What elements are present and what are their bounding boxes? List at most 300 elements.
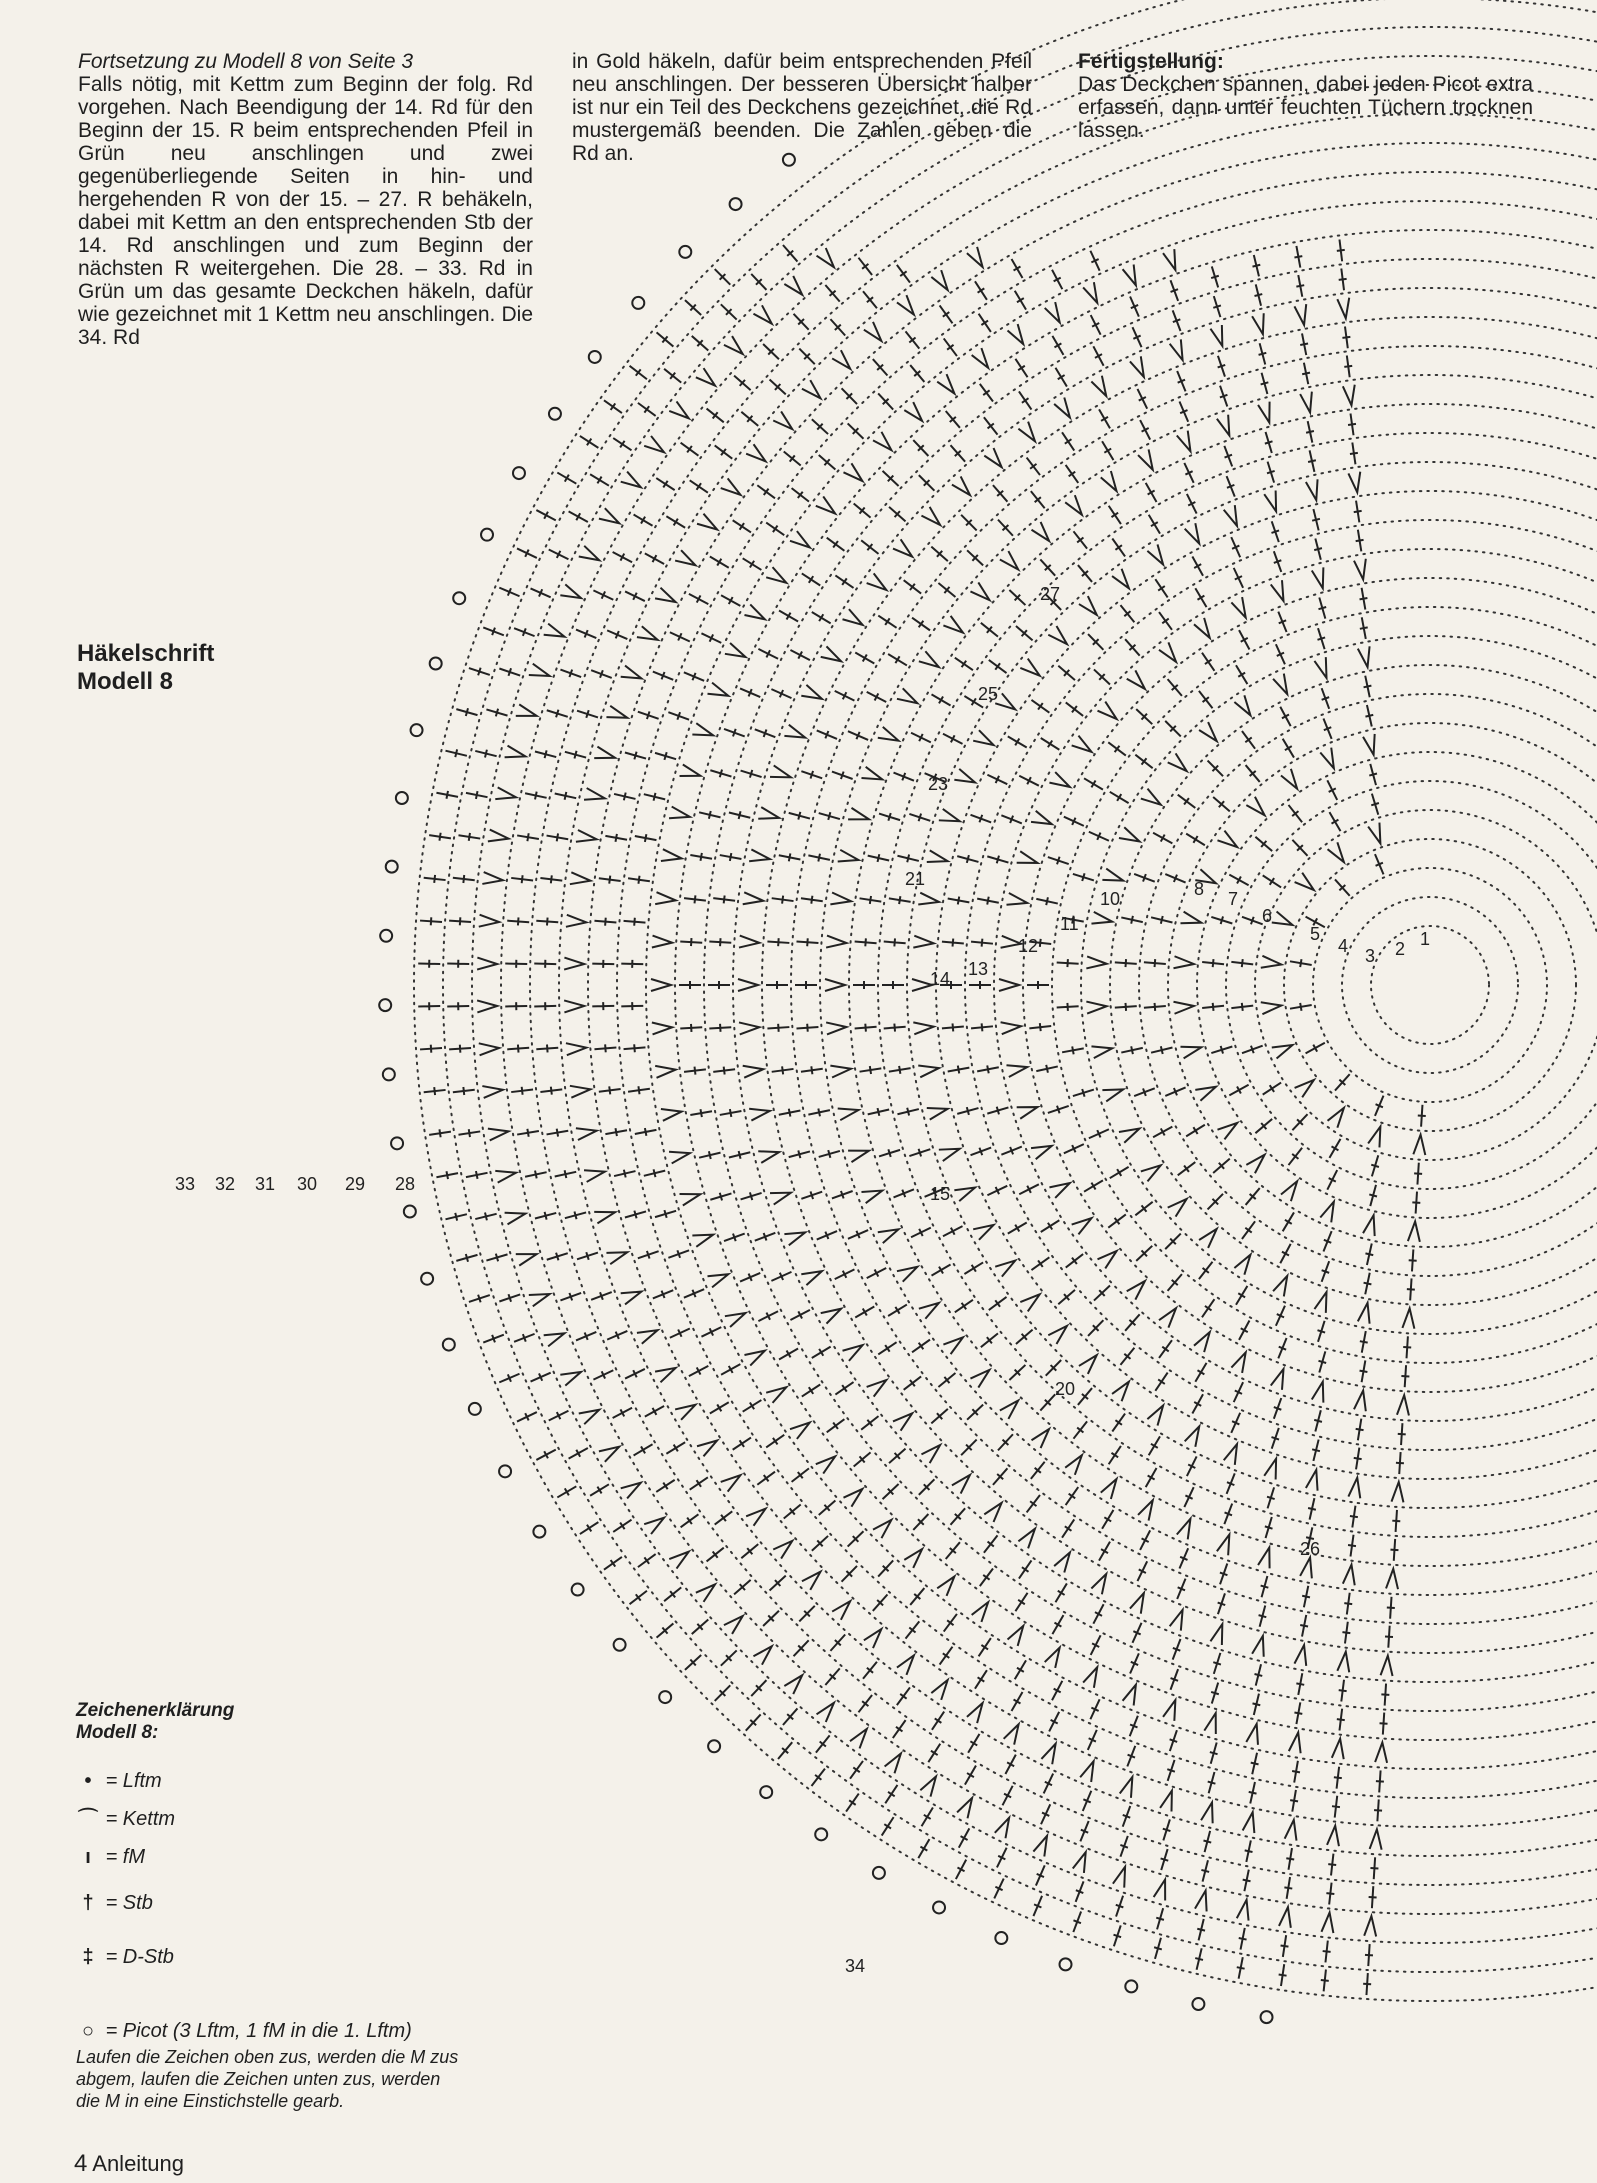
- stitch-mark: [525, 792, 547, 800]
- stitch-mark: [965, 1766, 976, 1785]
- stitch-mark: [1211, 916, 1232, 924]
- stitch-mark: [1227, 1473, 1235, 1493]
- stitch-mark: [1099, 1542, 1110, 1561]
- stitch-mark: [1261, 956, 1282, 968]
- stitch-mark: [850, 1761, 863, 1779]
- stitch-mark: [1168, 1274, 1182, 1291]
- stitch-mark: [418, 960, 440, 968]
- stitch-mark: [1083, 1791, 1092, 1811]
- stitch-mark: [1236, 1286, 1247, 1305]
- stitch-mark: [1263, 1083, 1281, 1095]
- stitch-mark: [634, 515, 653, 526]
- stitch-mark: [1261, 1576, 1269, 1597]
- stitch-mark: [1073, 1421, 1087, 1438]
- round-label-3: 3: [1365, 946, 1376, 966]
- stitch-mark: [710, 1402, 729, 1413]
- round-label-20: 20: [1055, 1379, 1076, 1399]
- stitch-mark: [1296, 275, 1304, 297]
- stitch-mark: [1290, 1790, 1298, 1812]
- stitch-mark: [867, 692, 887, 702]
- stitch-mark: [919, 1479, 935, 1495]
- stitch-mark: [1138, 1500, 1153, 1520]
- stitch-mark: [885, 1785, 897, 1803]
- legend-title-line2: Modell 8:: [76, 1722, 159, 1743]
- stitch-mark: [1231, 1003, 1253, 1011]
- stitch-mark: [946, 1542, 960, 1559]
- stitch-mark: [1321, 1913, 1333, 1934]
- stitch-mark: [1020, 1294, 1039, 1311]
- stitch-mark: [1088, 1320, 1103, 1336]
- round-label-8: 8: [1194, 879, 1205, 899]
- picot-loop: [815, 1828, 827, 1840]
- stitch-mark: [599, 1447, 619, 1462]
- stitch-mark: [511, 1087, 533, 1095]
- stitch-mark: [1312, 1382, 1324, 1403]
- stitch-mark: [1019, 1560, 1032, 1578]
- stitch-mark: [1390, 1539, 1398, 1561]
- stitch-mark: [757, 1472, 775, 1485]
- stitch-mark: [1195, 1948, 1203, 1969]
- stitch-mark: [540, 1087, 562, 1095]
- stitch-mark: [666, 516, 685, 528]
- stitch-mark: [1089, 832, 1109, 841]
- stitch-mark: [1195, 1087, 1216, 1101]
- stitch-mark: [1364, 676, 1372, 698]
- picot-loop: [453, 592, 465, 604]
- stitch-mark: [897, 854, 918, 862]
- stitch-mark: [644, 436, 664, 452]
- stitch-mark: [1202, 959, 1224, 967]
- stitch-mark: [749, 1109, 770, 1121]
- stitch-mark: [1272, 1045, 1293, 1058]
- stitch-mark: [801, 896, 823, 904]
- stitch-mark: [1402, 1308, 1414, 1328]
- stitch-mark: [1062, 1519, 1074, 1537]
- stitch-mark: [1392, 1510, 1400, 1532]
- stitch-mark: [997, 1848, 1007, 1868]
- stitch-mark: [1186, 834, 1205, 846]
- picot-loop: [513, 467, 525, 479]
- round-label-7: 7: [1228, 889, 1239, 909]
- stitch-mark: [984, 417, 998, 434]
- stitch-mark: [1088, 1730, 1097, 1750]
- stitch-mark: [1120, 1348, 1134, 1365]
- stitch-mark: [1040, 559, 1055, 575]
- stitch-mark: [969, 981, 991, 989]
- stitch-mark: [1185, 523, 1200, 544]
- stitch-mark: [477, 1000, 497, 1012]
- stitch-mark: [749, 849, 770, 861]
- stitch-mark: [652, 1022, 672, 1034]
- stitch-mark: [755, 729, 776, 737]
- stitch-mark: [630, 366, 647, 379]
- stitch-mark: [1130, 296, 1139, 316]
- stitch-mark: [918, 1839, 929, 1858]
- stitch-mark: [1076, 1881, 1084, 1902]
- stitch-mark: [868, 854, 889, 862]
- stitch-mark: [1057, 1003, 1079, 1011]
- stitch-mark: [1184, 463, 1193, 483]
- stitch-mark: [1062, 1046, 1084, 1054]
- stitch-mark: [1375, 1743, 1387, 1763]
- stitch-mark: [1138, 449, 1153, 469]
- stitch-mark: [971, 815, 992, 823]
- stitch-mark: [1265, 432, 1273, 453]
- stitch-mark: [855, 652, 874, 663]
- stitch-mark: [911, 733, 931, 743]
- round-label-23: 23: [928, 774, 949, 794]
- stitch-mark: [1208, 761, 1223, 777]
- stitch-mark: [1015, 291, 1026, 310]
- stitch-mark: [1146, 1468, 1157, 1487]
- stitch-mark: [701, 1327, 721, 1337]
- round-ring: [617, 172, 1597, 1798]
- stitch-mark: [1089, 1129, 1109, 1138]
- stitch-mark: [1027, 458, 1040, 475]
- stitch-mark: [1271, 1369, 1284, 1390]
- stitch-mark: [684, 895, 706, 903]
- stitch-mark: [692, 1235, 713, 1247]
- stitch-mark: [757, 485, 775, 498]
- stitch-mark: [1294, 1702, 1302, 1724]
- stitch-mark: [1036, 1065, 1057, 1073]
- stitch-mark: [1276, 1306, 1285, 1326]
- stitch-mark: [517, 1412, 537, 1421]
- stitch-mark: [832, 772, 853, 780]
- stitch-mark: [1239, 1321, 1249, 1340]
- stitch-mark: [861, 1416, 878, 1430]
- stitch-mark: [1094, 1286, 1110, 1301]
- stitch-mark: [1322, 688, 1330, 709]
- stitch-mark: [692, 723, 713, 735]
- stitch-mark: [729, 811, 750, 819]
- stitch-mark: [816, 496, 835, 513]
- stitch-mark: [848, 808, 869, 820]
- stitch-mark: [557, 1486, 576, 1497]
- stitch-mark: [475, 1213, 496, 1221]
- stitch-mark: [784, 725, 805, 738]
- stitch-mark: [977, 1065, 999, 1073]
- stitch-mark: [909, 1149, 930, 1157]
- stitch-mark: [999, 979, 1019, 991]
- stitch-mark: [1368, 1127, 1380, 1148]
- stitch-mark: [1318, 598, 1326, 619]
- stitch-mark: [621, 1292, 642, 1305]
- stitch-mark: [580, 436, 598, 448]
- stitch-mark: [1365, 1944, 1373, 1966]
- stitch-mark: [680, 1024, 702, 1032]
- stitch-mark: [657, 1623, 674, 1637]
- stitch-mark: [1130, 1653, 1139, 1673]
- round-label-2: 2: [1395, 939, 1406, 959]
- stitch-mark: [1045, 1648, 1060, 1668]
- stitch-mark: [1363, 734, 1375, 755]
- stitch-mark: [1099, 409, 1110, 428]
- stitch-mark: [680, 938, 702, 946]
- stitch-mark: [921, 1445, 940, 1463]
- round-ring: [1110, 665, 1597, 1305]
- stitch-mark: [549, 550, 569, 560]
- stitch-mark: [1339, 268, 1347, 290]
- picot-loop: [679, 246, 691, 258]
- stitch-mark: [740, 1273, 760, 1282]
- stitch-mark: [534, 960, 556, 968]
- stitch-mark: [1088, 634, 1103, 650]
- stitch-mark: [670, 1328, 690, 1337]
- stitch-mark: [883, 471, 899, 486]
- stitch-mark: [1242, 731, 1255, 749]
- stitch-mark: [1031, 522, 1049, 541]
- stitch-mark: [605, 834, 627, 842]
- picot-loop: [632, 297, 644, 309]
- round-label-15: 15: [930, 1184, 951, 1204]
- legend-row-fm: [76, 1846, 145, 1868]
- stitch-mark: [1093, 346, 1103, 365]
- stitch-mark: [1170, 339, 1183, 360]
- stitch-mark: [1204, 1713, 1216, 1734]
- stitch-mark: [1098, 1251, 1117, 1269]
- stitch-mark: [1177, 1579, 1185, 1599]
- stitch-mark: [1009, 1365, 1025, 1380]
- stitch-mark: [801, 1271, 822, 1285]
- stitch-mark: [1354, 501, 1362, 523]
- stitch-mark: [669, 1552, 689, 1569]
- stitch-mark: [825, 285, 839, 302]
- stitch-mark: [957, 1798, 972, 1818]
- stitch-mark: [897, 1687, 910, 1705]
- stitch-mark: [1091, 1046, 1112, 1058]
- stitch-mark: [751, 1680, 766, 1696]
- stitch-mark: [1127, 1746, 1135, 1767]
- stitch-mark: [1224, 1444, 1237, 1465]
- stitch-mark: [599, 876, 621, 884]
- stitch-mark: [1342, 326, 1350, 348]
- stitch-mark: [1147, 544, 1163, 564]
- stitch-mark: [690, 1109, 712, 1117]
- stitch-mark: [488, 830, 509, 842]
- stitch-mark: [507, 917, 529, 925]
- stitch-mark: [721, 1650, 737, 1665]
- stitch-mark: [604, 1557, 622, 1570]
- stitch-mark: [1199, 691, 1213, 708]
- stitch-mark: [1079, 1355, 1097, 1374]
- stitch-mark: [918, 1065, 939, 1077]
- stitch-mark: [739, 1022, 759, 1034]
- legend-picot: = Picot (3 Lftm, 1 fM in die 1. Lftm): [105, 2020, 412, 2042]
- stitch-mark: [1344, 1593, 1352, 1615]
- picot-loop: [383, 1068, 395, 1080]
- picot-loop: [481, 529, 493, 541]
- stitch-mark: [1123, 1685, 1136, 1706]
- stitch-mark: [664, 369, 681, 383]
- stitch-mark: [1052, 270, 1062, 289]
- stitch-mark: [790, 1310, 809, 1320]
- stitch-mark: [889, 1066, 911, 1074]
- round-label-5: 5: [1310, 924, 1321, 944]
- stitch-mark: [848, 731, 868, 740]
- stitch-mark: [1108, 742, 1126, 755]
- stitch-mark: [1170, 1610, 1183, 1631]
- stitch-mark: [535, 1212, 556, 1220]
- stitch-mark: [557, 473, 576, 484]
- stitch-mark: [569, 511, 588, 522]
- stitch-mark: [449, 917, 471, 925]
- stitch-mark: [1031, 700, 1049, 713]
- stitch-mark: [1369, 1185, 1377, 1206]
- stitch-mark: [1031, 1429, 1049, 1448]
- stitch-mark: [971, 1148, 992, 1156]
- stitch-mark: [669, 1152, 690, 1164]
- stitch-mark: [570, 872, 591, 884]
- stitch-mark: [1177, 1519, 1191, 1540]
- stitch-mark: [1261, 1002, 1282, 1014]
- stitch-mark: [1387, 1597, 1395, 1619]
- stitch-mark: [827, 1419, 845, 1432]
- picot-loop: [995, 1932, 1007, 1944]
- stitch-mark: [505, 960, 527, 968]
- stitch-mark: [987, 1107, 1008, 1115]
- stitch-mark: [1109, 506, 1121, 524]
- stitch-mark: [1008, 1626, 1024, 1646]
- stitch-mark: [593, 590, 613, 599]
- stitch-mark: [802, 380, 821, 398]
- stitch-mark: [535, 750, 556, 758]
- stitch-mark: [1320, 748, 1334, 769]
- stitch-mark: [1163, 1819, 1171, 1840]
- stitch-mark: [1229, 875, 1248, 886]
- stitch-mark: [1210, 1624, 1222, 1645]
- stitch-mark: [1412, 1192, 1420, 1214]
- stitch-mark: [715, 1685, 731, 1701]
- stitch-mark: [1407, 1278, 1415, 1300]
- stitch-mark: [547, 1129, 569, 1137]
- stitch-mark: [855, 1024, 877, 1032]
- stitch-mark: [1108, 1214, 1126, 1227]
- stitch-mark: [1344, 355, 1352, 377]
- stitch-mark: [799, 349, 814, 365]
- stitch-mark: [796, 938, 818, 946]
- stitch-mark: [878, 1342, 896, 1354]
- stitch-mark: [1360, 588, 1368, 610]
- stitch-mark: [1348, 1478, 1360, 1499]
- stitch-mark: [755, 1233, 776, 1241]
- stitch-mark: [655, 588, 676, 602]
- stitch-mark: [1168, 679, 1182, 696]
- stitch-mark: [1224, 1504, 1232, 1525]
- stitch-mark: [707, 409, 724, 423]
- stitch-mark: [458, 1129, 480, 1137]
- stitch-mark: [770, 380, 786, 395]
- stitch-mark: [1177, 431, 1191, 452]
- stitch-mark: [599, 1086, 621, 1094]
- stitch-mark: [850, 1729, 867, 1749]
- stitch-mark: [939, 809, 960, 821]
- stitch-mark: [1036, 897, 1057, 905]
- stitch-mark: [1084, 1180, 1103, 1191]
- stitch-mark: [580, 1522, 598, 1534]
- stitch-mark: [984, 448, 1001, 467]
- stitch-mark: [808, 854, 830, 862]
- stitch-mark: [1165, 1087, 1185, 1096]
- stitch-mark: [1358, 1303, 1370, 1324]
- stitch-mark: [937, 374, 954, 393]
- stitch-mark: [1280, 707, 1290, 726]
- stitch-mark: [981, 623, 998, 637]
- stitch-mark: [889, 1449, 905, 1464]
- stitch-mark: [1134, 874, 1155, 882]
- stitch-mark: [475, 750, 496, 758]
- stitch-mark: [606, 706, 627, 718]
- stitch-mark: [655, 1066, 676, 1078]
- legend-row-kettm: [76, 1808, 175, 1830]
- stitch-mark: [1369, 764, 1377, 785]
- stitch-mark: [1217, 1123, 1237, 1140]
- stitch-mark: [1295, 873, 1314, 890]
- stitch-mark: [1363, 1215, 1375, 1236]
- stitch-mark: [943, 1337, 963, 1354]
- stitch-mark: [739, 936, 759, 948]
- stitch-mark: [1320, 1202, 1334, 1223]
- stitch-mark: [1272, 912, 1293, 925]
- stitch-mark: [825, 979, 845, 991]
- stitch-mark: [1015, 1660, 1026, 1679]
- round-ring: [1226, 781, 1597, 1189]
- stitch-mark: [1314, 1292, 1326, 1313]
- stitch-mark: [1112, 1414, 1125, 1432]
- round-label-29: 29: [345, 1174, 366, 1194]
- stitch-mark: [1239, 630, 1249, 649]
- legend-note: Laufen die Zeichen oben zus, werden die M zus abgem, laufen die Zeichen unten zus, werden die M in eine Einstichstelle gearb.: [76, 2047, 459, 2111]
- stitch-mark: [713, 895, 735, 903]
- stitch-mark: [1300, 333, 1308, 355]
- stitch-mark: [913, 440, 928, 456]
- stitch-mark: [826, 1022, 846, 1034]
- stitch-mark: [1031, 1462, 1045, 1479]
- stitch-mark: [1263, 875, 1281, 887]
- stitch-mark: [919, 651, 939, 667]
- stitch-mark: [1231, 537, 1240, 557]
- stitch-mark: [1323, 1941, 1331, 1963]
- stitch-mark: [863, 1662, 877, 1679]
- stitch-mark: [1066, 1487, 1079, 1505]
- stitch-mark: [1249, 1782, 1257, 1803]
- stitch-mark: [547, 833, 569, 841]
- stitch-mark: [843, 1489, 862, 1507]
- stitch-mark: [1098, 702, 1117, 720]
- stitch-mark: [783, 1708, 797, 1725]
- picot-loop: [386, 861, 398, 873]
- stitch-mark: [931, 270, 947, 290]
- stitch-mark: [889, 896, 911, 904]
- stitch-mark: [1112, 569, 1129, 589]
- stitch-mark: [696, 368, 715, 385]
- stitch-mark: [429, 833, 451, 841]
- stitch-mark: [1335, 879, 1350, 895]
- stitch-mark: [661, 1109, 682, 1121]
- stitch-mark: [943, 616, 963, 633]
- stitch-mark: [710, 1193, 731, 1201]
- stitch-mark: [784, 276, 802, 295]
- stitch-mark: [1123, 265, 1136, 286]
- round-label-13: 13: [968, 959, 989, 979]
- stitch-mark: [1168, 1199, 1187, 1217]
- stitch-mark: [772, 1066, 794, 1074]
- stitch-mark: [894, 1189, 914, 1197]
- stitch-mark: [720, 1109, 742, 1117]
- stitch-mark: [531, 1373, 551, 1382]
- stitch-mark: [621, 472, 641, 488]
- stitch-mark: [566, 915, 586, 927]
